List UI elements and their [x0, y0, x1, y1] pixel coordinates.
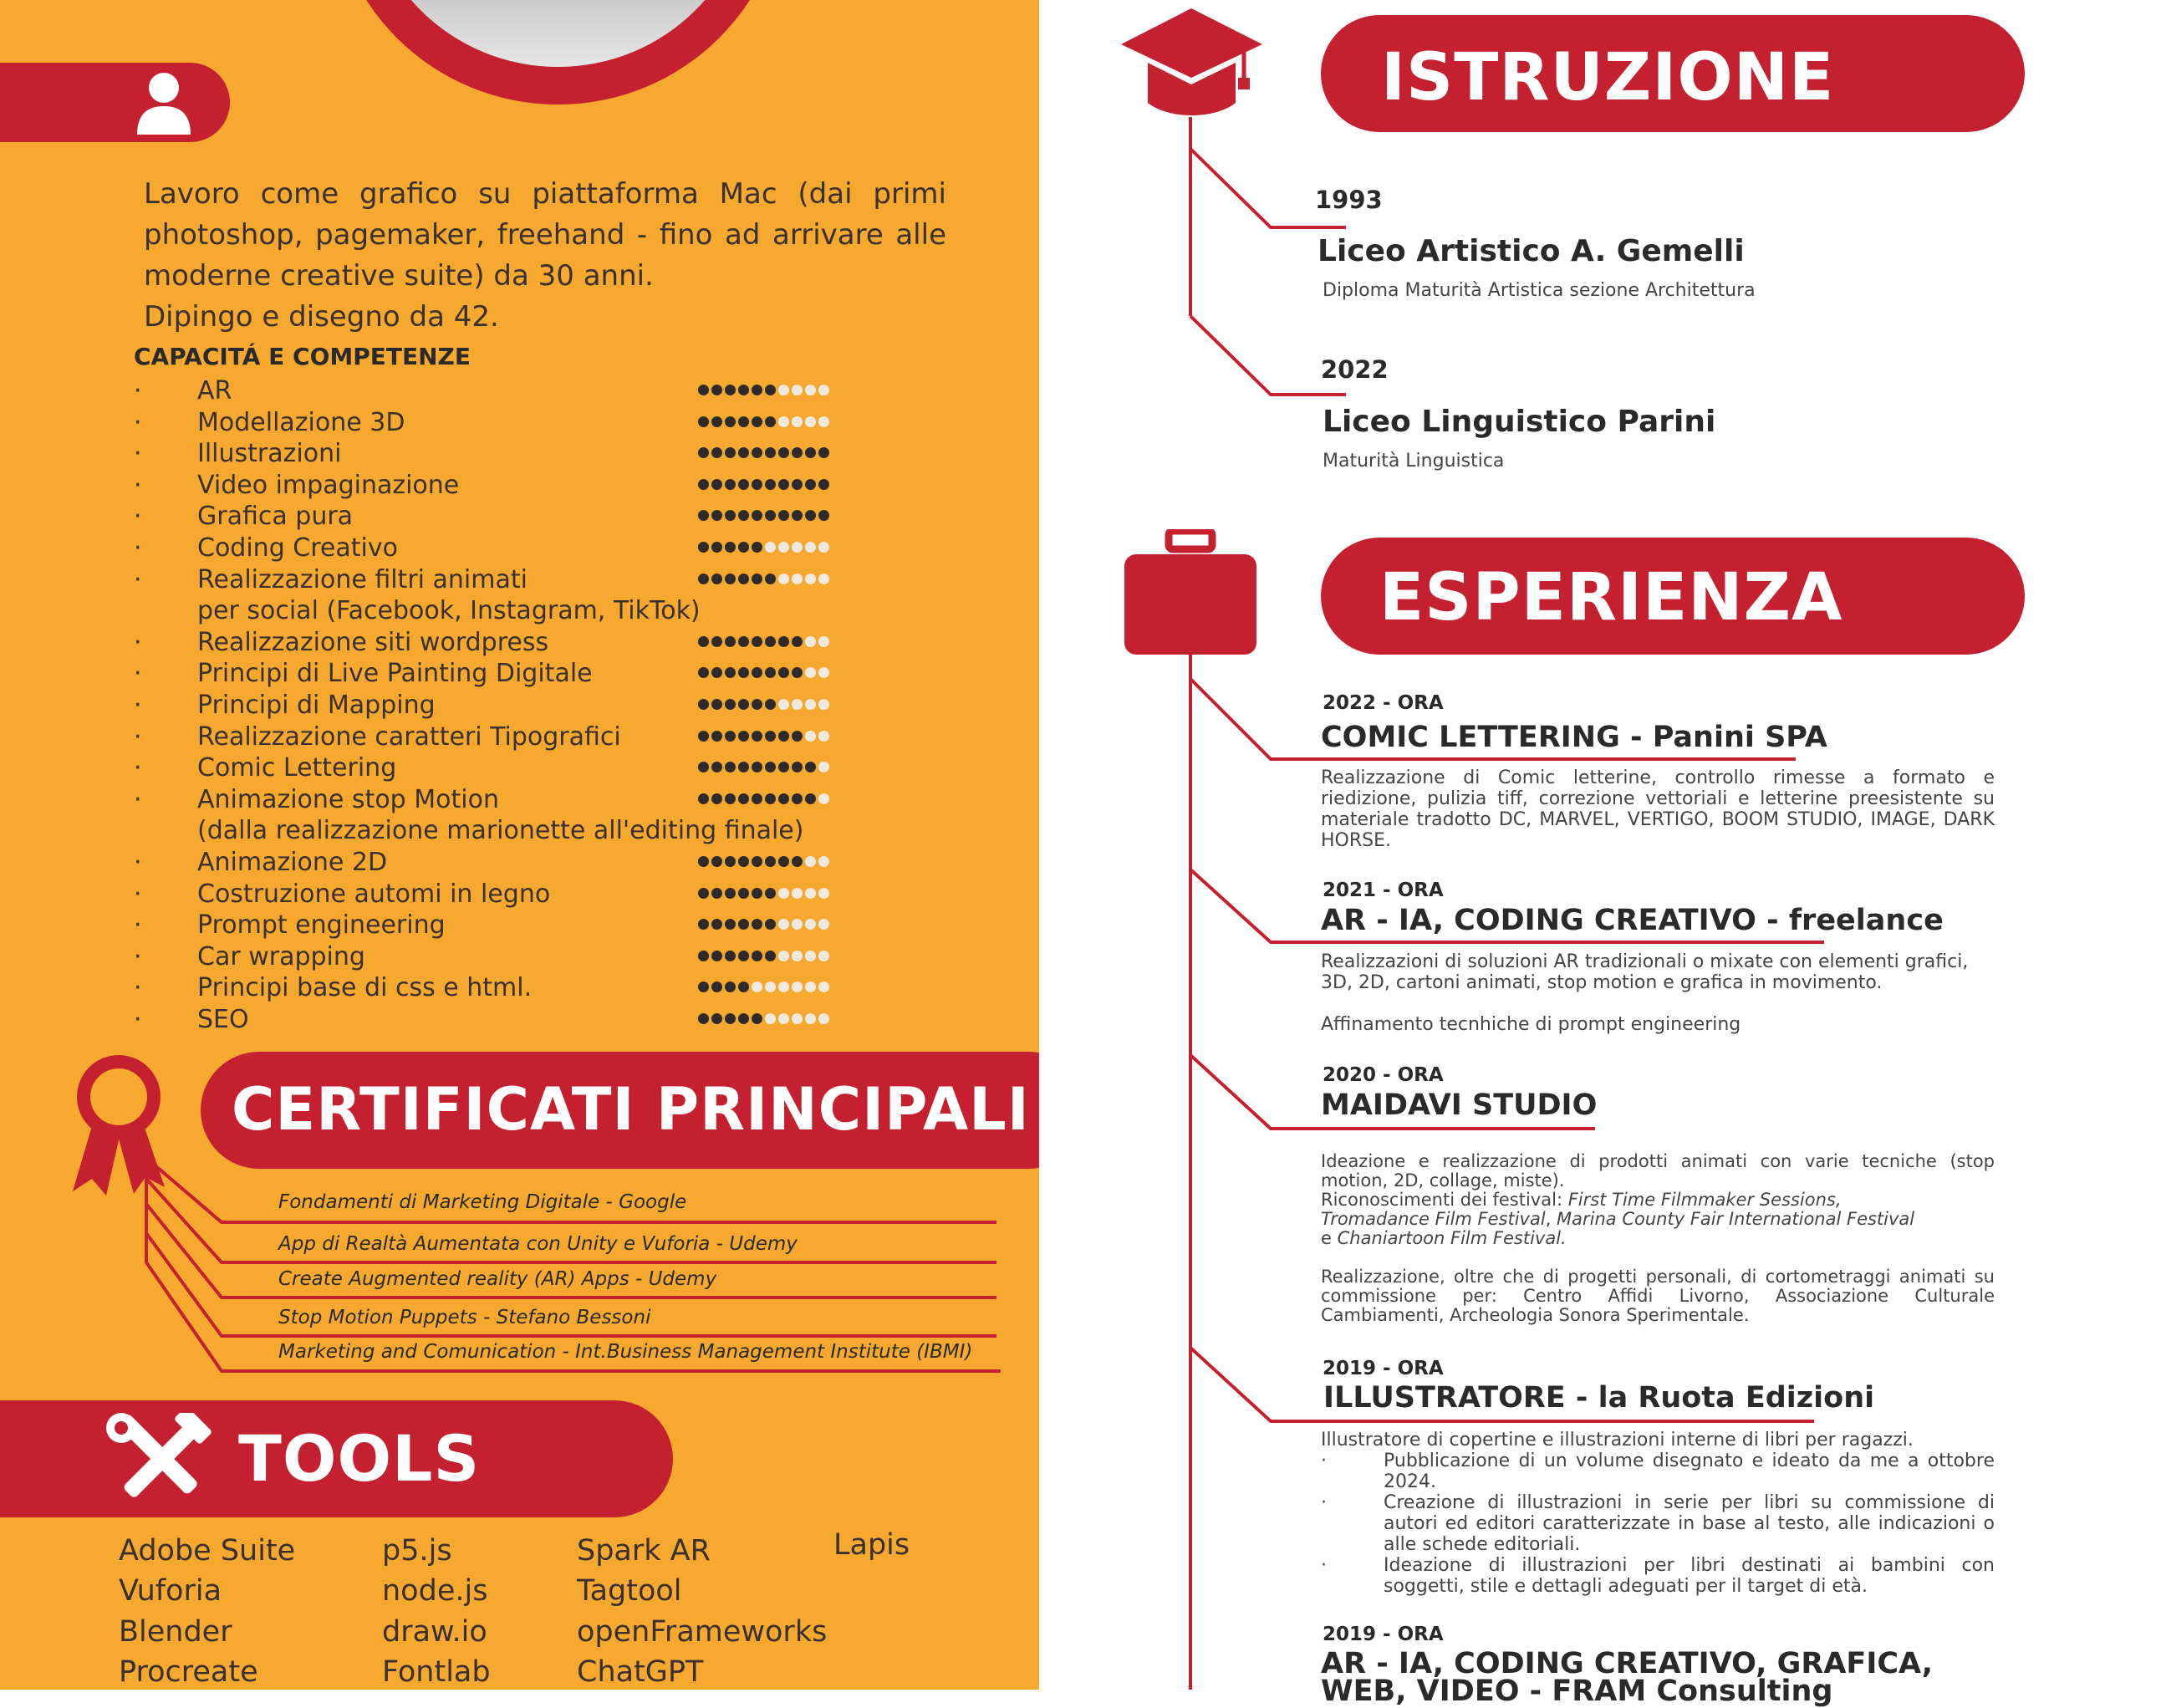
skill-bullet: ·	[134, 376, 142, 405]
tool-item: openFrameworks	[577, 1615, 828, 1649]
experience-desc: Illustratore di copertine e illustrazioni interne di libri per ragazzi. · Pubblicazione di un volume disegnato e ideato da me a ottobre 2024. · Creazione di illustrazioni in serie per libri su commissione di autori ed editori caratterizzate in base al testo, alle indicazioni o alle schede editoriali. · Ideazione di illustrazioni per libri destinati ai bambini con soggetti, stile e dettagli adeguati per il target di età.	[1321, 1430, 1995, 1597]
skills-title: CAPACITÁ E COMPETENZE	[134, 343, 471, 370]
skill-name: Principi di Live Painting Digitale	[197, 659, 593, 689]
education-desc: Diploma Maturità Artistica sezione Architettura	[1323, 280, 1756, 301]
tools-title: TOOLS	[238, 1421, 481, 1496]
skill-name: (dalla realizzazione marionette all'editing finale)	[197, 816, 804, 846]
skill-bullet: ·	[134, 407, 142, 437]
tool-item: Vuforia	[119, 1574, 222, 1608]
tool-item: Blender	[119, 1615, 232, 1649]
experience-role: AR - IA, CODING CREATIVO - freelance	[1321, 904, 1944, 937]
education-desc: Maturità Linguistica	[1323, 451, 1505, 472]
skill-bullet: ·	[134, 470, 142, 500]
skill-name: SEO	[197, 1005, 249, 1034]
experience-role: COMIC LETTERING - Panini SPA	[1321, 721, 1827, 754]
skill-name: Costruzione automi in legno	[197, 879, 551, 909]
graduation-cap-icon	[1119, 4, 1265, 121]
skill-bullet: ·	[134, 627, 142, 657]
skill-name: Video impaginazione	[197, 470, 460, 500]
experience-desc: Affinamento tecnhiche di prompt engineering	[1321, 1014, 1741, 1035]
experience-date: 2019 - ORA	[1323, 1624, 1444, 1645]
skill-bullet: ·	[134, 941, 142, 971]
certificate-item: App di Realtà Aumentata con Unity e Vuforia - Udemy	[278, 1233, 798, 1255]
skill-bullet: ·	[134, 784, 142, 814]
skill-name: Realizzazione filtri animati	[197, 564, 528, 594]
education-school: Liceo Linguistico Parini	[1323, 405, 1716, 439]
skill-name: Grafica pura	[197, 502, 354, 532]
skill-name: Prompt engineering	[197, 910, 446, 941]
tool-item: Tagtool	[577, 1574, 682, 1608]
skill-bullet: ·	[134, 848, 142, 877]
skill-name: Illustrazioni	[197, 439, 342, 469]
education-title: ISTRUZIONE	[1381, 40, 1835, 115]
experience-desc: Realizzazione di Comic letterine, controllo rimesse a formato e riedizione, pulizia tiff, correzione vettoriali e letterine preesistente su materiale tradotto DC, MARVEL, VERTIGO, BOOM STUDIO, IMAGE, DARK HORSE.	[1321, 767, 1995, 851]
tool-item: p5.js	[382, 1534, 452, 1568]
skill-bullet: ·	[134, 691, 142, 720]
skill-name: Principi base di css e html.	[197, 973, 533, 1003]
skill-bullet: ·	[134, 1005, 142, 1034]
skill-name: AR	[197, 376, 232, 405]
education-school: Liceo Artistico A. Gemelli	[1317, 234, 1745, 268]
experience-date: 2022 - ORA	[1323, 692, 1444, 714]
certificates-title: CERTIFICATI PRINCIPALI	[232, 1075, 1030, 1144]
skill-name: per social (Facebook, Instagram, TikTok)	[197, 596, 701, 626]
skill-bullet: ·	[134, 879, 142, 909]
experience-role: WEB, VIDEO - FRAM Consulting	[1321, 1675, 1833, 1708]
skill-name: Car wrapping	[197, 941, 365, 971]
profile-intro: Lavoro come grafico su piattaforma Mac (dai primi photoshop, pagemaker, freehand - fino ad arrivare alle moderne creative suite) da 30 anni. Dipingo e disegno da 42.	[144, 177, 946, 334]
certificate-item: Fondamenti di Marketing Digitale - Google	[278, 1191, 687, 1213]
skill-bullet: ·	[134, 564, 142, 594]
tool-item: ChatGPT	[577, 1655, 704, 1689]
skill-name: Principi di Mapping	[197, 691, 436, 720]
skill-bullet: ·	[134, 439, 142, 469]
tool-item: Adobe Suite	[119, 1534, 296, 1568]
certificate-item: Marketing and Comunication - Int.Business Management Institute (IBMI)	[278, 1341, 973, 1363]
experience-title: ESPERIENZA	[1379, 560, 1843, 635]
experience-desc: Ideazione e realizzazione di prodotti animati con varie tecniche (stop motion, 2D, collage, miste). Riconoscimenti dei festival: First Time Filmmaker Sessions, Tromadance Film Festival, Marina County Fair International Festival e Chaniartoon Film Festival. Realizzazione, oltre che di progetti personali, di cortometraggi animati su commissione per: Centro Affidi Livorno, Associazione Culturale Cambiamenti, Archeologia Sonora Sperimentale.	[1321, 1151, 1995, 1325]
tool-item: Lapis	[833, 1528, 910, 1562]
tool-item: draw.io	[382, 1615, 487, 1649]
experience-date: 2019 - ORA	[1323, 1358, 1444, 1379]
experience-desc: Realizzazioni di soluzioni AR tradizionali o mixate con elementi grafici, 3D, 2D, cartoni animati, stop motion e grafica in movimento.	[1321, 951, 1969, 993]
skill-name: Coding Creativo	[197, 533, 398, 563]
skill-bullet: ·	[134, 659, 142, 689]
skill-name: Animazione 2D	[197, 848, 388, 877]
skill-bullet: ·	[134, 910, 142, 941]
tool-item: Spark AR	[577, 1534, 711, 1568]
experience-role: AR - IA, CODING CREATIVO, GRAFICA,	[1321, 1647, 1934, 1680]
tool-item: node.js	[382, 1574, 488, 1608]
skill-bullet: ·	[134, 721, 142, 752]
skill-name: Realizzazione caratteri Tipografici	[197, 721, 621, 752]
tool-item: Fontlab	[382, 1655, 491, 1689]
tool-item: Procreate	[119, 1655, 258, 1689]
education-year: 1993	[1315, 186, 1383, 214]
skill-name: Comic Lettering	[197, 753, 397, 783]
skill-bullet: ·	[134, 502, 142, 532]
experience-role: MAIDAVI STUDIO	[1321, 1089, 1598, 1122]
certificate-item: Stop Motion Puppets - Stefano Bessoni	[278, 1307, 651, 1328]
certificate-item: Create Augmented reality (AR) Apps - Udemy	[278, 1268, 717, 1290]
skill-name: Modellazione 3D	[197, 407, 405, 437]
skill-name: Animazione stop Motion	[197, 784, 499, 814]
briefcase-icon	[1123, 529, 1258, 656]
skill-bullet: ·	[134, 533, 142, 563]
skill-bullet: ·	[134, 973, 142, 1003]
experience-role: ILLUSTRATORE - la Ruota Edizioni	[1323, 1381, 1875, 1415]
skill-name: Realizzazione siti wordpress	[197, 627, 549, 657]
skill-bullet: ·	[134, 753, 142, 783]
education-year: 2022	[1321, 355, 1389, 384]
experience-date: 2021 - ORA	[1323, 879, 1444, 901]
experience-date: 2020 - ORA	[1323, 1064, 1444, 1086]
